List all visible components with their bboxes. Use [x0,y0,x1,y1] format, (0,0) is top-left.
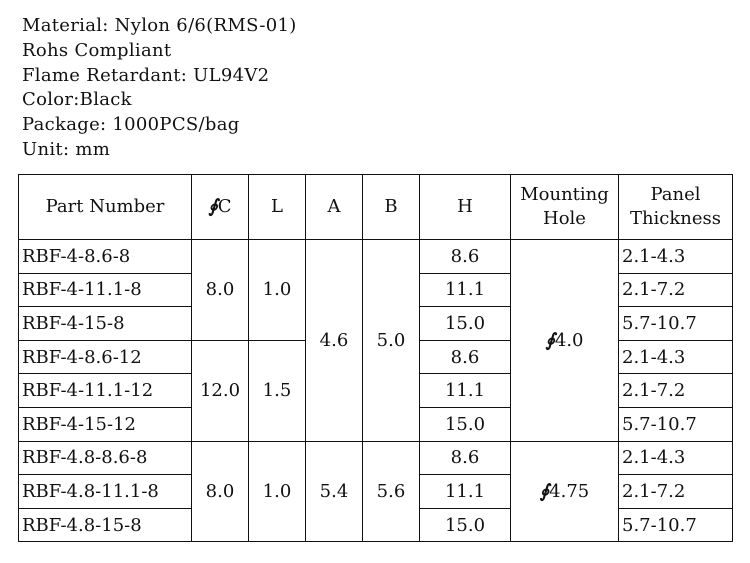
part-number-cell: RBF-4.8-8.6-8 [19,441,192,475]
part-number-cell: RBF-4-8.6-12 [19,340,192,374]
c-value-cell: 8.0 [192,441,249,542]
spec-flame-retardant: Flame Retardant: UL94V2 [22,64,270,86]
mounting-hole-cell [511,441,619,542]
spec-material: Material: Nylon 6/6(RMS-01) [22,15,297,36]
mounting-hole-value: 4.0 [554,329,584,351]
l-value-cell: 1.0 [249,441,306,542]
table-row [19,441,733,475]
spec-unit: Unit: mm [22,138,111,160]
part-number-cell: RBF-4-15-8 [19,307,192,341]
h-value-cell: 8.6 [420,340,511,374]
header-a: A [306,175,363,240]
spec-package: Package: 1000PCS/bag [22,114,240,136]
h-value-cell: 11.1 [420,374,511,408]
panel-thickness-cell: 2.1-7.2 [619,374,733,408]
part-spec-table [18,174,733,542]
header-part-number: Part Number [19,175,192,240]
header-h: H [420,175,511,240]
part-number-cell: RBF-4-11.1-8 [19,273,192,307]
part-number-cell: RBF-4-8.6-8 [19,240,192,274]
panel-thickness-cell: 5.7-10.7 [619,307,733,341]
h-value-cell: 8.6 [420,441,511,475]
panel-thickness-cell: 2.1-7.2 [619,273,733,307]
c-value-cell: 8.0 [192,240,249,341]
part-number-cell: RBF-4.8-11.1-8 [19,475,192,509]
header-panel-thickness: Panel Thickness [619,175,733,240]
part-number-cell: RBF-4-15-12 [19,407,192,441]
part-number-cell: RBF-4-11.1-12 [19,374,192,408]
diameter-symbol-icon: ∮ [545,329,555,351]
panel-thickness-cell: 5.7-10.7 [619,407,733,441]
a-value-cell: 4.6 [306,240,363,442]
h-value-cell: 15.0 [420,508,511,542]
diameter-symbol-icon: ∮ [208,196,218,217]
panel-thickness-cell: 2.1-7.2 [619,475,733,509]
panel-thickness-cell: 5.7-10.7 [619,508,733,542]
c-value-cell: 12.0 [192,340,249,441]
mounting-hole-value: 4.75 [549,480,590,502]
panel-thickness-cell: 2.1-4.3 [619,441,733,475]
table-header-row [19,175,733,240]
a-value-cell: 5.4 [306,441,363,542]
header-c-letter: C [217,196,232,217]
h-value-cell: 15.0 [420,407,511,441]
table-row [19,240,733,274]
h-value-cell: 11.1 [420,475,511,509]
l-value-cell: 1.0 [249,240,306,341]
header-l: L [249,175,306,240]
mounting-hole-cell [511,240,619,442]
spec-rohs: Rohs Compliant [22,39,172,61]
h-value-cell: 11.1 [420,273,511,307]
spec-list [22,14,297,163]
b-value-cell: 5.0 [363,240,420,442]
panel-thickness-cell: 2.1-4.3 [619,240,733,274]
part-number-cell: RBF-4.8-15-8 [19,508,192,542]
header-mounting-hole: Mounting Hole [511,175,619,240]
l-value-cell: 1.5 [249,340,306,441]
b-value-cell: 5.6 [363,441,420,542]
header-diameter-c [192,175,249,240]
panel-thickness-cell: 2.1-4.3 [619,340,733,374]
header-b: B [363,175,420,240]
diameter-symbol-icon: ∮ [539,480,550,502]
spec-color: Color:Black [22,89,132,111]
h-value-cell: 15.0 [420,307,511,341]
h-value-cell: 8.6 [420,240,511,274]
